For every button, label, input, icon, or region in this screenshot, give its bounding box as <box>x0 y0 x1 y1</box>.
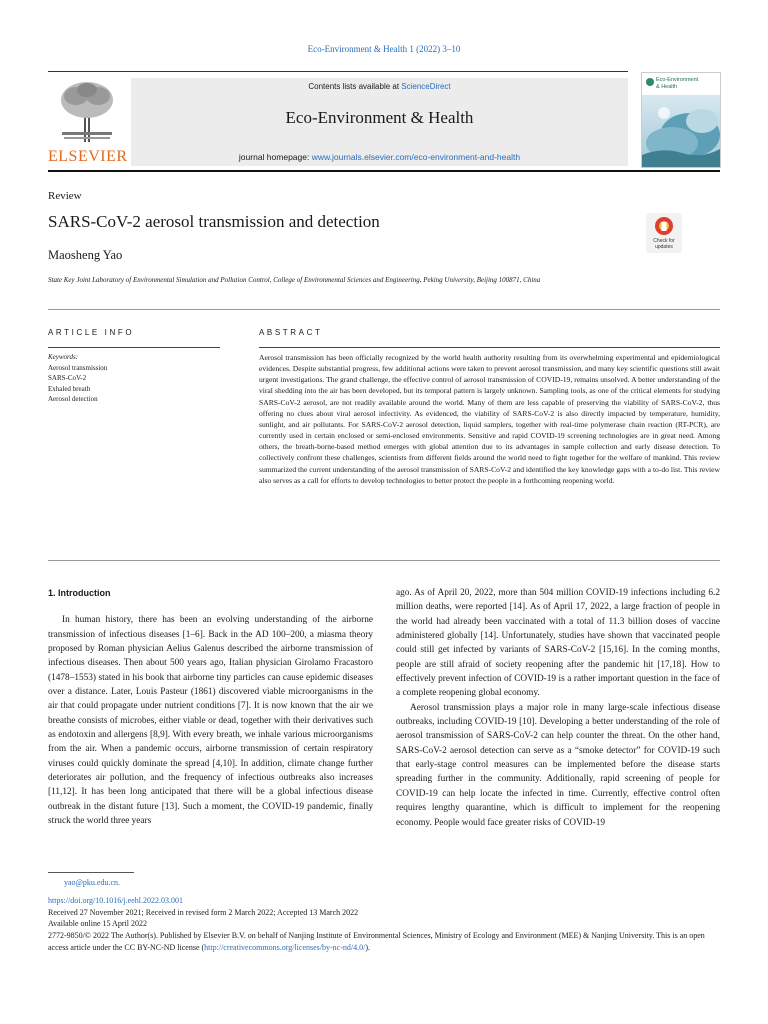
journal-banner <box>131 78 628 166</box>
body-column-left <box>48 586 373 829</box>
running-header[interactable]: Eco-Environment & Health 1 (2022) 3–10 <box>307 44 461 54</box>
body-paragraph: In human history, there has been an evolving understanding of the airborne transmission of infectious diseases [1–6]. Back in the AD 100–200, a miasma theory proposed by Roman physician Aelius Galenus described the airborne transmission of infectious diseases. Then about 500 years ago, Italian physician Girolamo Fracastoro (1478–1553) stated in his book that airborne tiny particles can cause epidemic diseases over a distance. Later, Louis Pasteur (1861) discovered viable microorganisms in the air that could propagate under nutrient conditions [7]. It is now known that the air we breathe consists of microbes, either viable or dead, together with their derivatives such as endotoxin and allergens [8,9]. With every breath, we inhale various microorganisms from the air. When a pandemic occurs, airborne transmission of certain respiratory viruses could quickly dominate the spread [4,10]. In addition, climate change further deteriorates air pollution, and the frequency of infectious outbreaks also increases [11,12]. It has been long anticipated that there will be a global infectious disease outbreak in the distant future [13]. Such a moment, the COVID-19 pandemic, finally struck the world three years <box>48 615 373 827</box>
check-for-updates-badge[interactable] <box>646 213 682 253</box>
keyword-item: SARS-CoV-2 <box>48 374 87 383</box>
homepage-link[interactable]: www.journals.elsevier.com/eco-environment-and-health <box>311 152 521 162</box>
journal-cover-image[interactable] <box>641 72 721 168</box>
footnotes <box>48 877 720 954</box>
article-info-rule <box>48 347 220 348</box>
email-link[interactable]: yao@pku.edu.cn. <box>64 878 121 887</box>
body-paragraph: ago. As of April 20, 2022, more than 504 million COVID-19 infections including 6.2 million deaths, were reported [14]. As of April 17, 2022, a large fraction of people in the world had already been vaccinated with a total of 11.3 billion doses of vaccine administered globally [14]. Unfortunately, studies have shown that vaccinated people could still get infected by variants of SARS-CoV-2 [15,16]. In the coming months, people are still afraid of society reopening after the pandemic hit [17,18]. How to effectively prevent infection of COVID-19 is a rather important question in the face of a complete reopening global economy. <box>396 588 720 699</box>
contents-line <box>131 82 628 91</box>
keywords-label: Keywords: <box>48 353 79 361</box>
cover-title-1: Eco-Environment <box>656 77 699 83</box>
affiliation: State Key Joint Laboratory of Environmental Simulation and Pollution Control, College of Environmental Sciences and Engineering, Peking University, Beijing 100871, China <box>48 276 541 284</box>
keyword-item: Aerosol detection <box>48 395 98 404</box>
author-name: Maosheng Yao <box>48 248 123 262</box>
abstract-heading: ABSTRACT <box>259 328 323 337</box>
article-type: Review <box>48 190 82 202</box>
banner-top-rule <box>48 71 628 72</box>
elsevier-logo <box>48 78 126 166</box>
keywords-block <box>48 352 220 405</box>
license-text <box>48 930 720 954</box>
divider <box>48 560 720 561</box>
footnote-rule <box>48 872 134 873</box>
divider <box>48 309 720 310</box>
abstract-rule <box>259 347 720 348</box>
body-column-right <box>396 586 720 830</box>
publisher-wordmark: ELSEVIER <box>48 148 128 165</box>
keyword-item: Aerosol transmission <box>48 363 108 372</box>
homepage-prefix: journal homepage: <box>238 152 312 162</box>
sciencedirect-link[interactable]: ScienceDirect <box>401 82 451 91</box>
cover-title-2: & Health <box>656 84 678 90</box>
journal-name: Eco-Environment & Health <box>285 108 474 127</box>
cover-illustration <box>642 73 720 167</box>
crossmark-text-2: updates <box>655 244 673 250</box>
article-info-heading: ARTICLE INFO <box>48 328 135 337</box>
crossmark-icon <box>646 213 682 253</box>
abstract-text: Aerosol transmission has been officially recognized by the world health authority resulting from its overwhelming experimental and epidemiological evidences. Despite substantial progress, few additional actions were taken to prevent aerosol transmission, and many key scientific questions still await urgent investigations. The grand challenge, the effective control of aerosol transmission of COVID-19, remains unsolved. A better understanding of the viral shedding into the air has been developed, but its temporal pattern is largely unknown. Sampling tools, as one of the critical elements for studying SARS-CoV-2 aerosol, are not readily available around the world. Many of them are less capable of preserving the viability of SARS-CoV-2, thus offering no clues about viral aerosol infectivity. As evidenced, the viability of SARS-CoV-2 is also directly impacted by temperature, humidity, sunlight, and air pollutants. For SARS-CoV-2 aerosol detection, liquid samplers, together with real-time polymerase chain reaction (RT-PCR), are currently used in certain enclosed or semi-enclosed environments. Sensitive and rapid COVID-19 screening technologies are in great need. Among others, the breath-borne-based method emerges with global attention due to its advantages in sample collection and early disease detection. To collectively confront these challenges, scientists from different fields around the world need to fight together for the welfare of mankind. This review summarized the current understanding of the aerosol transmission of SARS-CoV-2 and identified the key knowledge gaps with a to-do list. This review also serves as a call for efforts to develop technologies to better protect the people in a forthcoming reopening world. <box>259 353 720 485</box>
elsevier-tree-icon <box>54 78 120 144</box>
contents-prefix: Contents lists available at <box>308 82 402 91</box>
license-link[interactable]: http://creativecommons.org/licenses/by-nc-nd/4.0/ <box>204 942 366 952</box>
body-paragraph: Aerosol transmission plays a major role in many large-scale infectious disease outbreaks, including COVID-19 [10]. Developing a better understanding of the role of aerosol transmission of SARS-CoV-2 can help counter the threat. On the other hand, SARS-CoV-2 aerosol detection can serve as a “smoke detector” for COVID-19 such that early-stage control measures can be implemented before the disease starts spreading further in the community. Additionally, rapid screening of people for COVID-19 can help locate the infected in time. Currently, effective control often requires lengthy quarantine, which is difficult to implement for the reopening economy. People would face greater risks of COVID-19 <box>396 702 720 828</box>
section-heading: 1. Introduction <box>48 588 111 598</box>
received-dates: Received 27 November 2021; Received in revised form 2 March 2022; Accepted 13 March 2022 <box>48 907 359 917</box>
license-prefix: 2772-9850/© 2022 The Author(s). Published by Elsevier B.V. on behalf of Nanjing Institute of Environmental Sciences, Ministry of Ecology and Environment (MEE) & Nanjing University. This is an open access article under the CC BY-NC-ND license ( <box>48 931 705 952</box>
crossmark-text-1: Check for <box>653 238 675 244</box>
homepage-line <box>131 152 628 162</box>
banner-bottom-rule <box>48 170 720 172</box>
keyword-item: Exhaled breath <box>48 384 91 393</box>
article-title: SARS-CoV-2 aerosol transmission and detection <box>48 212 380 231</box>
license-suffix: ). <box>365 942 370 952</box>
doi-link[interactable]: https://doi.org/10.1016/j.eehl.2022.03.001 <box>48 895 183 905</box>
available-online: Available online 15 April 2022 <box>48 919 147 929</box>
